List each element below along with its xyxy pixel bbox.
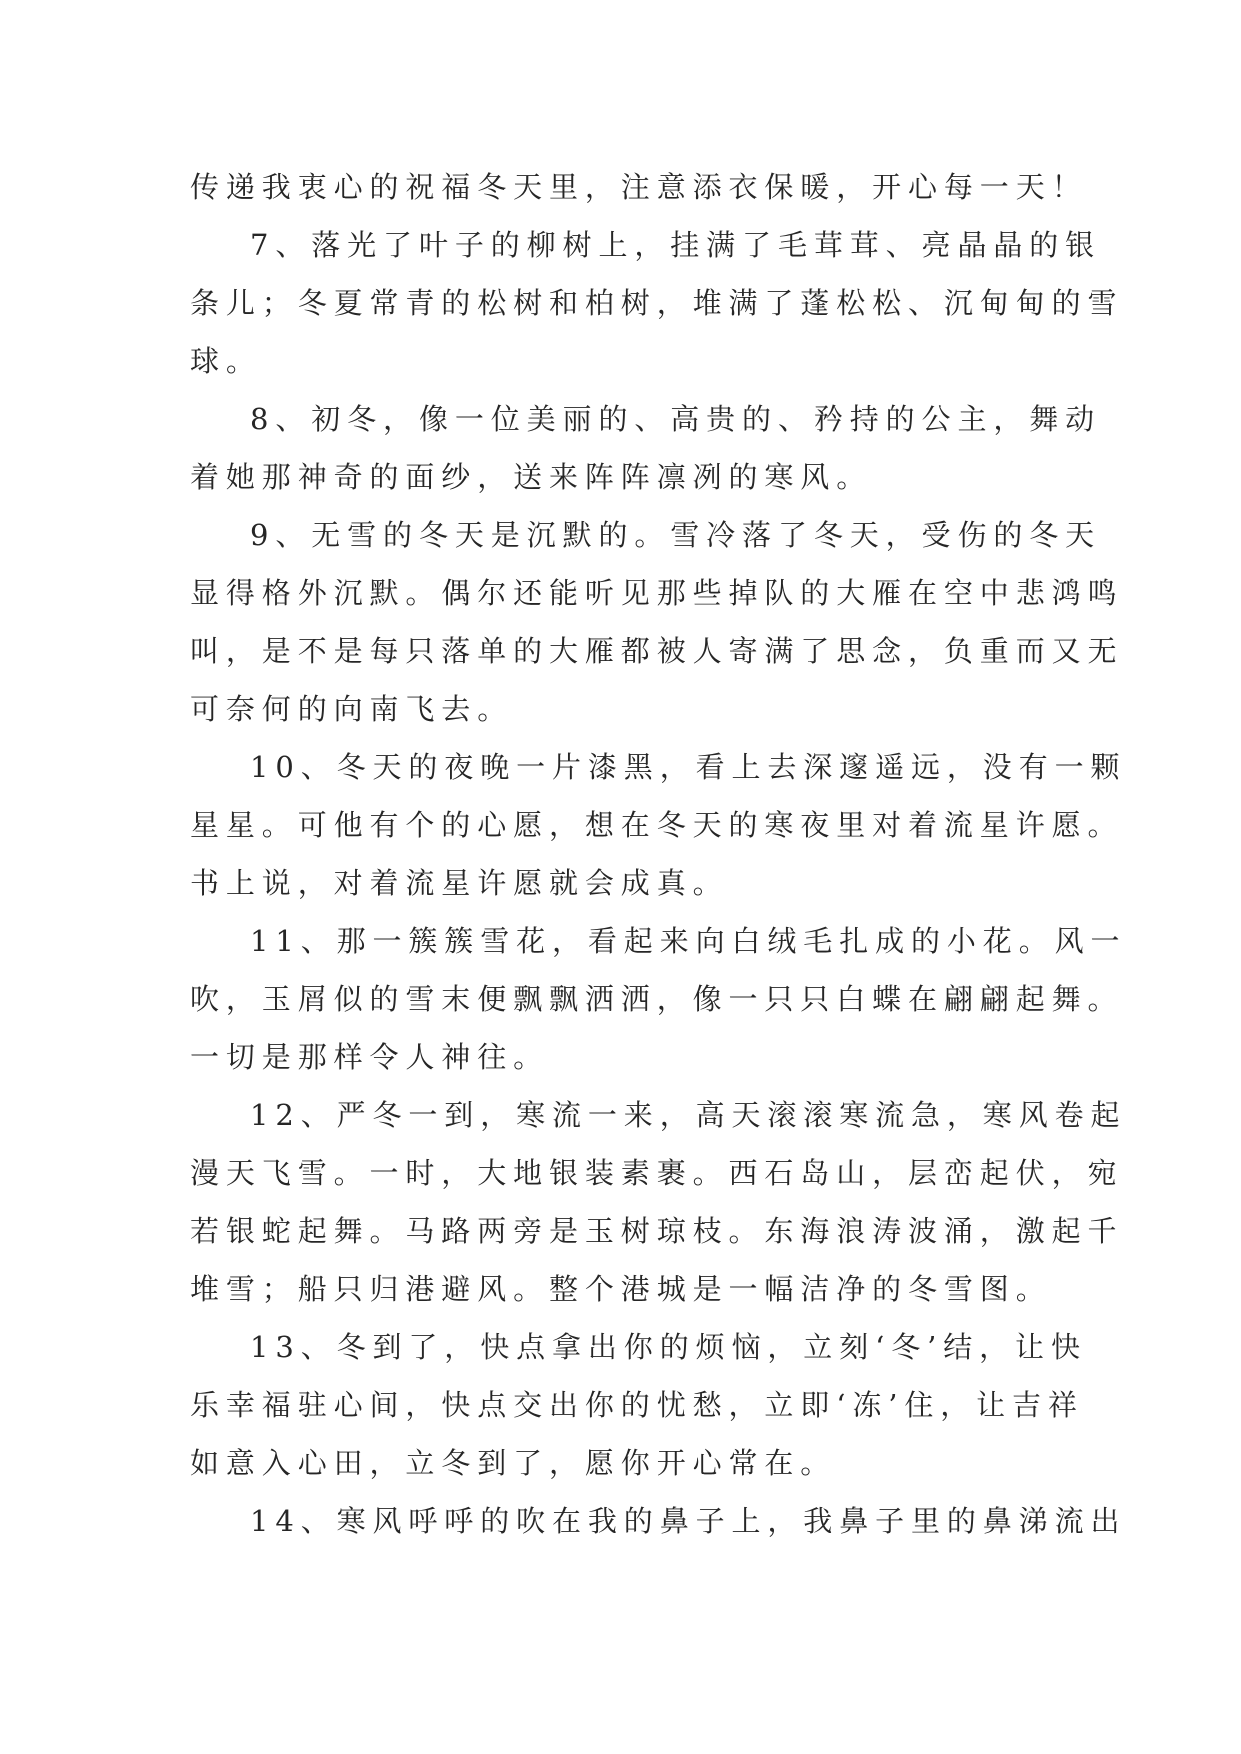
text-line: 传递我衷心的祝福冬天里，注意添衣保暖，开心每一天！ <box>190 170 1088 204</box>
text-line: 叫，是不是每只落单的大雁都被人寄满了思念，负重而又无 <box>190 634 1124 668</box>
text-line: 若银蛇起舞。马路两旁是玉树琼枝。东海浪涛波涌，激起千 <box>190 1214 1124 1248</box>
text-line: 吹，玉屑似的雪末便飘飘洒洒，像一只只白蝶在翩翩起舞。 <box>190 982 1124 1016</box>
text-line: 着她那神奇的面纱，送来阵阵凛冽的寒风。 <box>190 460 873 494</box>
text-line: 条儿；冬夏常青的松树和柏树，堆满了蓬松松、沉甸甸的雪 <box>190 286 1124 320</box>
text-line: 显得格外沉默。偶尔还能听见那些掉队的大雁在空中悲鸿鸣 <box>190 576 1124 610</box>
text-line: 球。 <box>190 344 262 378</box>
text-line: 星星。可他有个的心愿，想在冬天的寒夜里对着流星许愿。 <box>190 808 1124 842</box>
paragraph-first-line: 8、初冬，像一位美丽的、高贵的、矜持的公主，舞动 <box>250 402 1102 436</box>
paragraph-first-line: 7、落光了叶子的柳树上，挂满了毛茸茸、亮晶晶的银 <box>250 228 1102 262</box>
paragraph-first-line: 14、寒风呼呼的吹在我的鼻子上，我鼻子里的鼻涕流出 <box>250 1504 1127 1538</box>
text-line: 一切是那样令人神往。 <box>190 1040 550 1074</box>
text-line: 书上说，对着流星许愿就会成真。 <box>190 866 729 900</box>
document-body <box>190 158 1127 1550</box>
text-line: 堆雪；船只归港避风。整个港城是一幅洁净的冬雪图。 <box>190 1272 1052 1306</box>
paragraph-first-line: 12、严冬一到，寒流一来，高天滚滚寒流急，寒风卷起 <box>250 1098 1127 1132</box>
text-line: 可奈何的向南飞去。 <box>190 692 514 726</box>
text-line: 乐幸福驻心间，快点交出你的忧愁，立即‘冻’住，让吉祥 <box>190 1388 1084 1422</box>
paragraph-first-line: 11、那一簇簇雪花，看起来向白绒毛扎成的小花。风一 <box>250 924 1127 958</box>
paragraph-first-line: 9、无雪的冬天是沉默的。雪冷落了冬天，受伤的冬天 <box>250 518 1102 552</box>
paragraph-first-line: 13、冬到了，快点拿出你的烦恼，立刻‘冬’结，让快 <box>250 1330 1087 1364</box>
paragraph-first-line: 10、冬天的夜晚一片漆黑，看上去深邃遥远，没有一颗 <box>250 750 1127 784</box>
text-line: 如意入心田，立冬到了，愿你开心常在。 <box>190 1446 837 1480</box>
text-line: 漫天飞雪。一时，大地银装素裹。西石岛山，层峦起伏，宛 <box>190 1156 1124 1190</box>
